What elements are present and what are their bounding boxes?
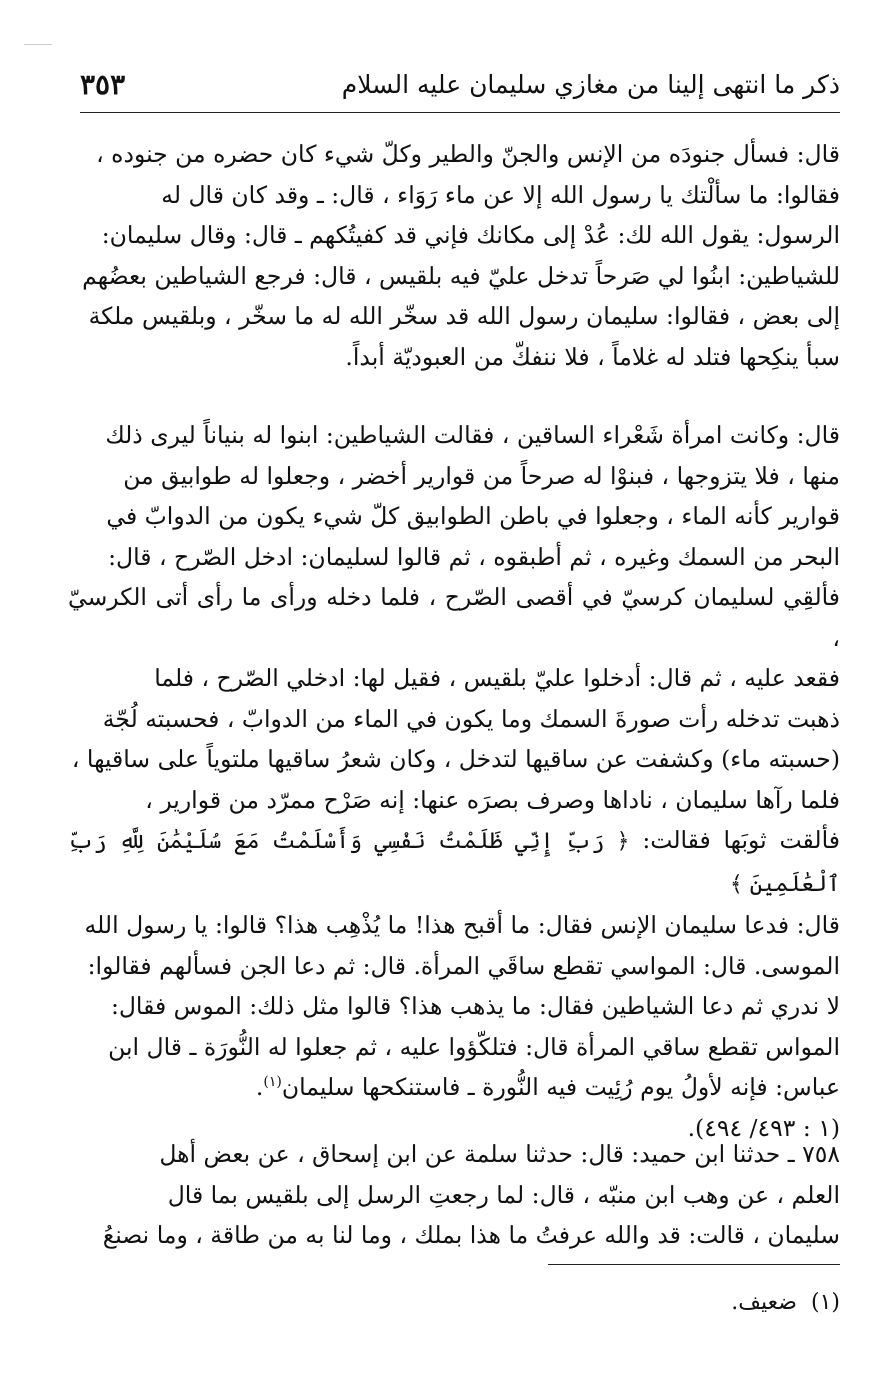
text-line: عباس: فإنه لأولُ يوم رُئِيت فيه النُّورة ـ فاستنكحها سليمان$^{(١)}$.	[255, 1073, 840, 1101]
text-line: لا ندري ثم دعا الشياطين فقال: ما يذهب هذا؟ قالوا مثل ذلك: الموس فقال:	[110, 992, 840, 1020]
text-line: الموسى. قال: المواسي تقطع ساقَي المرأة. قال: ثم دعا الجن فسألهم فقالوا:	[87, 951, 840, 980]
footnote-text: ضعيف.	[731, 1290, 797, 1315]
text-line: فقعد عليه ، ثم قال: أدخلوا عليّ بلقيس ، فقيل لها: ادخلي الصّرح ، فلما	[154, 664, 840, 692]
paragraph-1	[68, 134, 840, 377]
running-title: ذكر ما انتهى إلينا من مغازي سليمان عليه السلام	[341, 70, 840, 99]
quran-verse-line	[68, 820, 840, 905]
text-line: البحر من السمك وغيره ، ثم أطبقوه ، ثم قالوا لسليمان: ادخل الصّرح ، قال:	[108, 542, 840, 571]
running-head	[80, 66, 840, 110]
text-line: قال: فدعا سليمان الإنس فقال: ما أقبح هذا! ما يُذْهِب هذا؟ قالوا: يا رسول الله	[84, 911, 840, 939]
footnote-reference: (١)	[263, 1074, 282, 1091]
header-rule	[80, 112, 840, 113]
footnote-marker: (١)	[810, 1290, 840, 1315]
footnote-rule	[548, 1264, 840, 1265]
text-line: المواس تقطع ساقي المرأة قال: فتلكّؤوا عليه ، ثم جعلوا له النُّورَة ـ قال ابن	[108, 1032, 840, 1061]
footnote	[731, 1290, 840, 1315]
citation-line: (١ : ٤٩٣/ ٤٩٤).	[687, 1113, 840, 1142]
text-line: سليمان ، قالت: قد والله عرفتُ ما هذا بملك ، وما لنا به من طاقة ، وما نصنعُ	[102, 1221, 840, 1249]
scan-mark	[24, 44, 52, 45]
text-line: ٧٥٨ ـ حدثنا ابن حميد: قال: حدثنا سلمة عن ابن إسحاق ، عن بعض أهل	[159, 1140, 840, 1168]
text-line: للشياطين: ابنُوا لي صَرحاً تدخل عليّ فيه بلقيس ، قال: فرجع الشياطين بعضُهم	[82, 261, 840, 290]
text-line: فقالوا: ما سألْتك يا رسول الله إلا عن ماء رَوَاء ، قال: ـ وقد كان قال له	[161, 180, 840, 209]
text-line: ذهبت تدخله رأت صورةَ السمك وما يكون في الماء من الدوابّ ، فحسبته لُجّة	[102, 704, 840, 733]
page-number: ٣٥٣	[80, 68, 126, 101]
text-segment: عباس: فإنه لأولُ يوم رُئِيت فيه النُّورة ـ فاستنكحها سليمان	[281, 1073, 840, 1101]
text-line: الرسول: يقول الله لك: عُدْ إلى مكانك فإني قد كفيتُكهم ـ قال: وقال سليمان:	[101, 221, 840, 249]
quran-verse: ﴿ رَبِّ إِنِّي ظَلَمْتُ نَفْسِي وَأَسْلَمْتُ مَعَ سُلَيْمَٰنَ لِلَّهِ رَبِّ ٱلْعَٰلَمِينَ ﴾	[68, 829, 840, 897]
text-line: فألقِي لسليمان كرسيّ في أقصى الصّرح ، فلما دخله ورأى ما رأى أتى الكرسيّ ،	[68, 583, 840, 652]
text-line: قال: وكانت امرأة شَعْراء الساقين ، فقالت الشياطين: ابنوا له بنياناً ليرى ذلك	[105, 421, 840, 449]
paragraph-3	[68, 1134, 840, 1256]
text-line: سبأ ينكِحها فتلد له غلاماً ، فلا ننفكّ من العبوديّة أبداً.	[345, 342, 840, 371]
text-line: فلما رآها سليمان ، ناداها وصرف بصرَه عنها: إنه صَرْح ممرّد من قوارير ،	[145, 785, 840, 814]
text-line: (حسبته ماء) وكشفت عن ساقيها لتدخل ، وكان شعرُ ساقيها ملتوياً على ساقيها ،	[71, 745, 840, 773]
text-line: قوارير كأنه الماء ، وجعلوا في باطن الطوابيق كلّ شيء يكون من الدوابّ في	[106, 502, 840, 530]
text-line: العلم ، عن وهب ابن منبّه ، قال: لما رجعتِ الرسل إلى بلقيس بما قال	[167, 1180, 840, 1209]
text-line: قال: فسأل جنودَه من الإنس والجنّ والطير وكلّ شيء كان حضره من جنوده ،	[96, 140, 840, 168]
quran-prefix: فألقت ثوبَها فقالت:	[642, 826, 840, 854]
paragraph-2	[68, 415, 840, 1148]
text-line: منها ، فلا يتزوجها ، فبنوْا له صرحاً من قوارير أخضر ، وجعلوا له طوابيق من	[123, 461, 840, 490]
text-line: إلى بعض ، فقالوا: سليمان رسول الله قد سخّر الله له ما سخّر ، وبلقيس ملكة	[88, 302, 840, 330]
